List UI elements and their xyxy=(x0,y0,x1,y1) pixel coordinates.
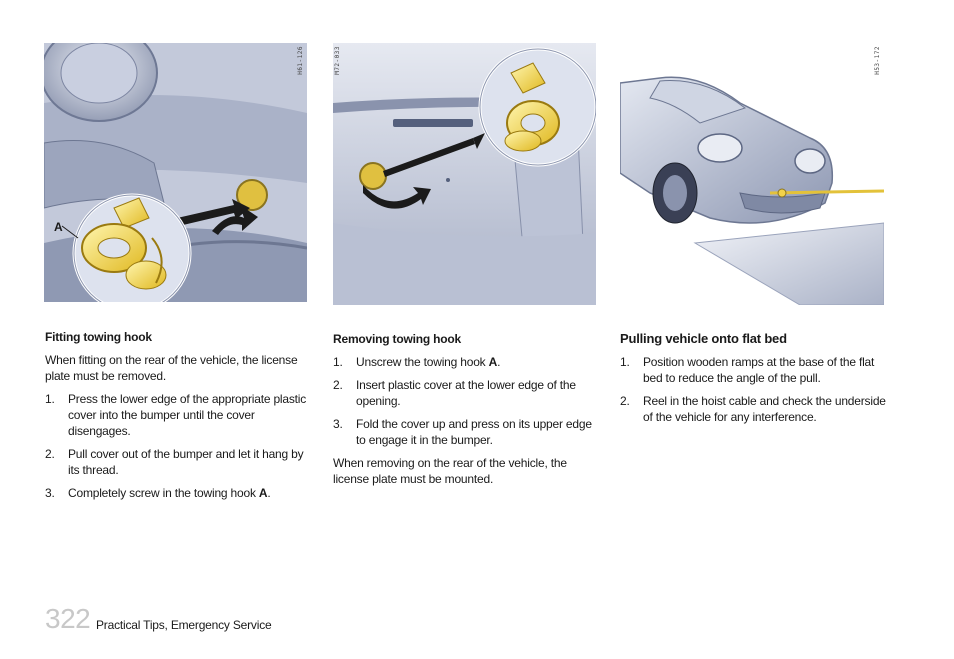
flatbed-text-block xyxy=(620,354,895,432)
heading-pulling-vehicle: Pulling vehicle onto flat bed xyxy=(620,331,787,346)
callout-label-a: A xyxy=(54,220,63,234)
flatbed-drawing xyxy=(620,43,884,305)
list-item: 3. Completely screw in the towing hook A. xyxy=(45,486,271,500)
list-item: 1. Press the lower edge of the appropriate plastic cover into the bumper until the cover disengages. xyxy=(45,392,307,438)
fitting-text-block xyxy=(45,352,310,508)
flatbed-illustration xyxy=(620,43,884,305)
image-code-h53: H53-172 xyxy=(874,46,881,75)
list-item: 1. Unscrew the towing hook A. xyxy=(333,355,501,369)
removing-hook-illustration xyxy=(333,43,596,305)
removing-text-block xyxy=(333,354,603,487)
list-item: 2. Insert plastic cover at the lower edge of the opening. xyxy=(333,378,576,408)
page-number: 322 xyxy=(45,603,91,634)
image-code-m72: M72-033 xyxy=(334,46,341,75)
list-item: 3. Fold the cover up and press on its upper edge to engage it in the bumper. xyxy=(333,417,592,447)
flatbed-steps-list xyxy=(620,354,895,425)
fitting-steps-list xyxy=(45,391,310,501)
image-code-h61: H61-126 xyxy=(297,46,304,75)
list-item: 1. Position wooden ramps at the base of the flat bed to reduce the angle of the pull. xyxy=(620,355,875,385)
heading-fitting-towing-hook: Fitting towing hook xyxy=(45,330,152,344)
removing-hook-drawing xyxy=(333,43,596,305)
section-title: Practical Tips, Emergency Service xyxy=(96,618,272,632)
list-item: 2. Pull cover out of the bumper and let it hang by its thread. xyxy=(45,447,304,477)
fitting-hook-illustration xyxy=(44,43,307,302)
list-item: 2. Reel in the hoist cable and check the underside of the vehicle for any interference. xyxy=(620,394,886,424)
heading-removing-towing-hook: Removing towing hook xyxy=(333,332,461,346)
fitting-intro: When fitting on the rear of the vehicle, the license plate must be removed. xyxy=(45,353,298,383)
fitting-hook-drawing xyxy=(44,43,307,302)
removing-outro: When removing on the rear of the vehicle, the license plate must be mounted. xyxy=(333,456,567,486)
removing-steps-list xyxy=(333,354,603,448)
